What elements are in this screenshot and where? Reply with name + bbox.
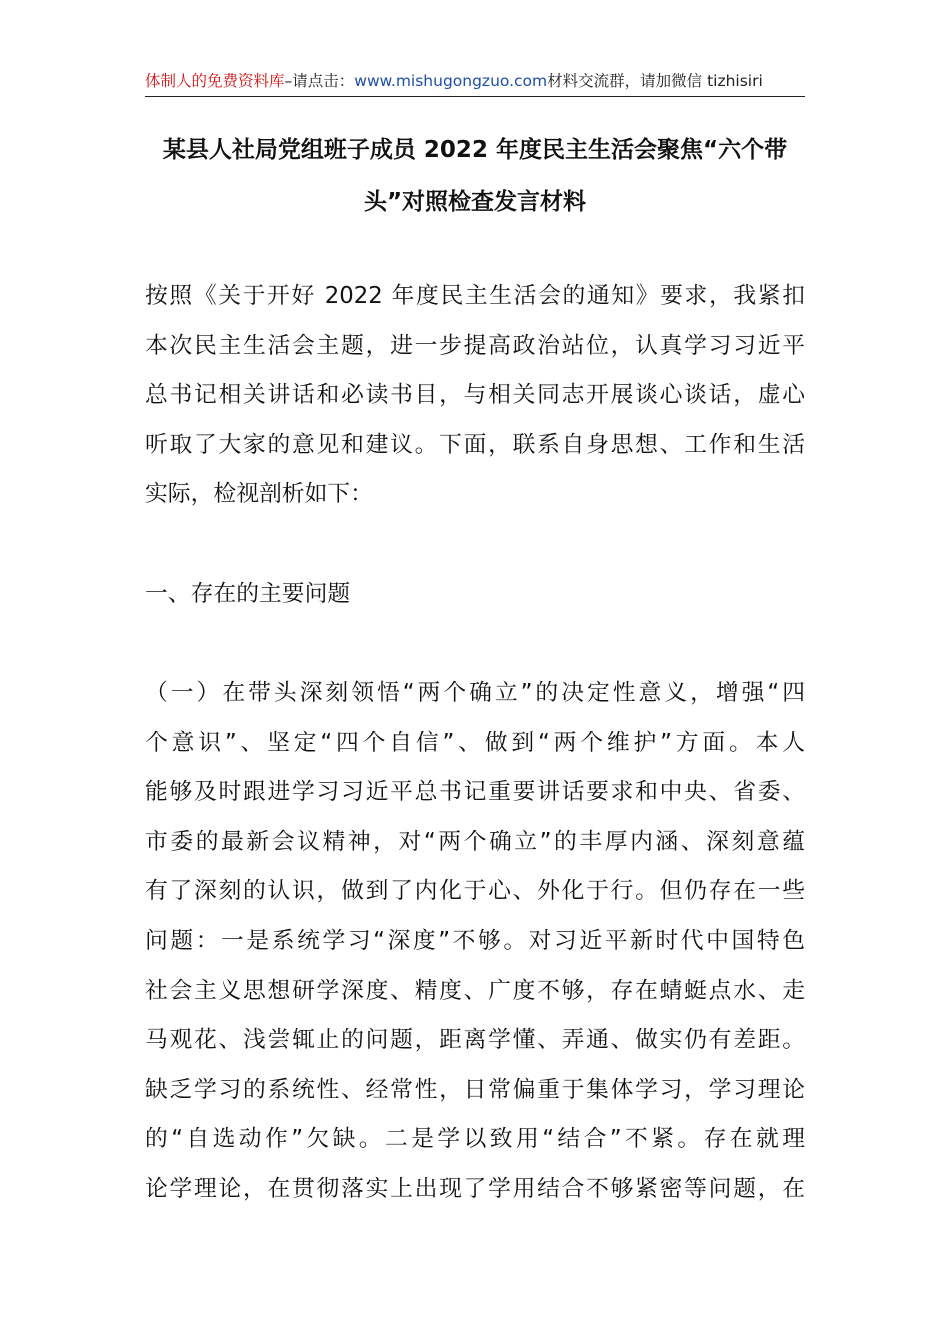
section1-paragraph [145,669,805,1215]
header-click-prefix: –请点击： [284,72,355,90]
text-line: 总书记相关讲话和必读书目，与相关同志开展谈心谈话，虚心 [145,382,805,409]
intro-paragraph [145,272,805,520]
text-line: 听取了大家的意见和建议。下面，联系自身思想、工作和生活 [145,431,805,458]
title-line: 头”对照检查发言材料 [363,189,587,215]
text-line: 能够及时跟进学习习近平总书记重要讲话要求和中央、省委、 [145,779,805,806]
text-line: 实际，检视剖析如下： [145,481,373,508]
text-line: 本次民主生活会主题，进一步提高政治站位，认真学习习近平 [145,332,805,359]
header-url-link[interactable]: www.mishugongzuo.com [354,72,548,90]
section-heading [145,570,805,620]
text-line: 按照《关于开好 2022 年度民主生活会的通知》要求，我紧扣 [145,283,805,309]
text-line: 一、存在的主要问题 [145,581,351,607]
header-suffix: 材料交流群，请加微信 tizhisiri [547,72,763,90]
text-line: 马观花、浅尝辄止的问题，距离学懂、弄通、做实仍有差距。 [145,1027,805,1054]
text-line: 缺乏学习的系统性、经常性，日常偏重于集体学习，学习理论 [145,1076,805,1103]
text-line: 个意识”、坚定“四个自信”、做到“两个维护”方面。本人 [145,729,805,756]
text-line: 市委的最新会议精神，对“两个确立”的丰厚内涵、深刻意蕴 [145,828,805,855]
document-title [145,124,805,228]
page-header [145,66,805,97]
header-brand: 体制人的免费资料库 [145,72,285,90]
text-line: 社会主义思想研学深度、精度、广度不够，存在蜻蜓点水、走 [145,977,805,1004]
text-line: 的“自选动作”欠缺。二是学以致用“结合”不紧。存在就理 [145,1126,805,1153]
text-line: 问题：一是系统学习“深度”不够。对习近平新时代中国特色 [145,927,805,954]
title-line: 某县人社局党组班子成员 2022 年度民主生活会聚焦“六个带 [162,137,788,163]
text-line: 有了深刻的认识，做到了内化于心、外化于行。但仍存在一些 [145,878,805,905]
text-line: （一）在带头深刻领悟“两个确立”的决定性意义，增强“四 [145,680,805,706]
text-line: 论学理论，在贯彻落实上出现了学用结合不够紧密等问题，在 [145,1175,805,1202]
